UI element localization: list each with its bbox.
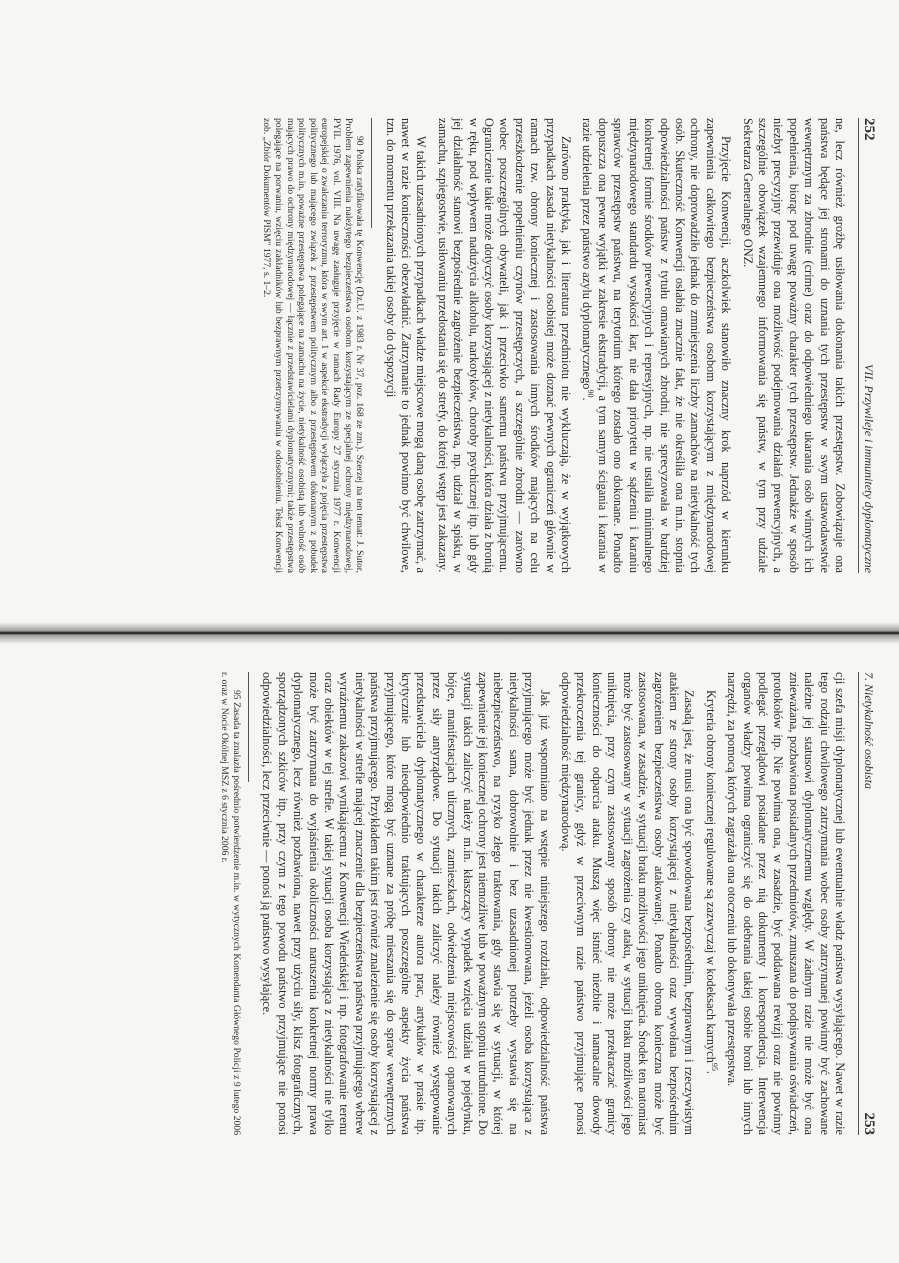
- right-page-header: [858, 672, 877, 1135]
- paragraph: Kryteria obrony koniecznej regulowane są zazwyczaj w kodeksach karnych$^{95}$.: [703, 690, 719, 1074]
- footnote-marker: 90: [586, 389, 596, 398]
- page-number: 252: [861, 118, 877, 141]
- right-page-body: [213, 672, 847, 1135]
- book-gutter: [0, 622, 899, 644]
- left-page-header: [858, 118, 877, 573]
- footnote-marker: 95: [709, 1062, 719, 1071]
- running-head: VII. Przywileje i immunitety dyplomatyczne: [862, 364, 876, 573]
- page-number: 253: [861, 1112, 877, 1135]
- footnote-rule: [248, 672, 249, 782]
- paragraph: W takich uzasadnionych przypadkach władze miejscowe mogą daną osobę zatrzymać, a nawet w razie konieczności obezwładnić. Zatrzymanie to jednak powinno być chwilowe, tzn. do momentu przekazania takiej osoby do dyspozycji: [383, 118, 429, 573]
- paragraph: cji szefa misji dyplomatycznej lub ewentualnie władz państwa wysyłającego. Nawet w razie tego rodzaju chwilowego zatrzymania wobec osoby zatrzymanej powinny być zachowane należne jej statusowi dyplomatycznemu względy. W żadnym razie nie może być ona znieważana, pozbawiona posiadanych przedmiotów, zmuszana do podpisywania oświadczeń, protokołów itp. Nie powinna ona, w zasadzie, być poddawana rewizji oraz nie powinny podlegać przeglądowi posiadane przez nią dokumenty i korespondencja. Interwencja organów władzy powinna ograniczyć się do odebrania takiej osobie broni lub innych narzędzi, za pomocą których zagrażała ona otoczeniu lub dokonywała przestępstwa.: [725, 672, 847, 1135]
- paragraph: Jak już wspomniano na wstępie niniejszego rozdziału, odpowiedzialność państwa przyjmującego może być jednak przez nie kwestionowana, jeżeli osoba korzystająca z nietykalności sama, dobrowolnie i bez uzasadnionej potrzeby wystawia się na niebezpieczeństwo, na ryzyko złego traktowania, gdy stawia się w sytuacji, w której zapewnienie jej koniecznej ochrony jest niemożliwe lub w poważnym stopniu utrudnione. Do sytuacji takich zaliczyć należy m.in. kłaszczący wypadek wzięcia udziału w pojedynku, bójce, manifestacjach ulicznych, zamieszkach, odwiedzenia miejscowości opanowanych przez siły antyrządowe. Do sytuacji takich zaliczyć należy również występowanie przedstawiciela dyplomatycznego w charakterze autora prac, artykułów w prasie itp. krytycznie lub nieodpowiednio traktujących poszczególne aspekty życia państwa przyjmującego, które mogą być uznane za próbę mieszania się do spraw wewnętrznych państwa przyjmującego. Przykładem takim jest również znalezienie się osoby korzystającej z nietykalności w strefie mającej znaczenie dla bezpieczeństwa państwa przyjmującego wbrew wyraźnemu zakazowi wynikającemu z Konwencji Wiedeńskiej i np. fotografowanie terenu oraz obiektów w tej strefie. W takiej sytuacji osoba korzystająca z nietykalności nie tylko może być zatrzymana do wyjaśnienia okoliczności naruszenia konkretnej normy prawa dyplomatycznego, lecz również pozbawiona, nawet przy użyciu siły, klisz fotograficznych, sporządzonych szkiców itp., przy czym z tego powodu państwo przyjmujące nie ponosi odpowiedzialności, lecz przeciwnie — ponosi ją państwo wysyłające.: [260, 672, 552, 1135]
- paragraph: Zasadą jest, że musi ona być spowodowana bezpośrednim, bezprawnym i rzeczywistym atakiem ze strony osoby korzystającej z nietykalności oraz wywołana bezpośrednim zagrożeniem bezpieczeństwa osoby atakowanej. Ponadto obrona konieczna może być zastosowana, w zasadzie, w sytuacji braku możliwości jego uniknięcia. Środek ten natomiast może być zastosowany w sytuacji zagrożenia czy ataku, w sytuacji braku możliwości jego uniknięcia, przy czym zastosowany sposób obrony nie może przekraczać granicy konieczności do odparcia ataku. Muszą więc istnieć niezbite i namacalne dowody przekroczenia tej granicy, gdyż w przeciwnym razie państwo przyjmujące ponosi odpowiedzialność międzynarodową.: [559, 672, 697, 1135]
- paragraph: ne, lecz również groźbę usiłowania dokonania takich przestępstw. Zobowiązuje ona państwa będące jej stronami do uznania tych przestępstw w swym ustawodawstwie wewnętrznym za zbrodnie (crime) oraz do odpowiedniego ukarania osób winnych ich popełnienia, biorąc pod uwagę poważny charakter tych przestępstw. Jednakże w sposób niezbyt precyzyjny przewiduje ona możliwość podejmowania działań prewencyjnych, a szczególnie obowiązek wzajemnego informowania się państw, w tym przy udziale Sekretarza Generalnego ONZ.: [740, 118, 847, 573]
- paragraph-text: Kryteria obrony koniecznej regulowane są zazwyczaj w kodeksach karnych: [703, 690, 718, 1063]
- running-head: 7. Nietykalność osobista: [862, 672, 876, 789]
- left-page: [0, 0, 899, 631]
- footnote: 95 Zasada ta znalazła pośrednio potwierdzenie m.in. w wytycznych Komendanta Głównego Policji z 9 lutego 2006 r. oraz w Nocie Okólnej MSZ z 6 stycznia 2006 r.: [219, 672, 242, 1135]
- left-page-body: [255, 118, 847, 573]
- paragraph: Zarówno praktyka, jak i literatura przedmiotu nie wykluczają, że w wyjątkowych przypadkach zasada nietykalności osobistej może doznać pewnych ograniczeń głównie w ramach tzw. obrony koniecznej i zastosowania innych środków mających na celu przeszkodzenie popełnieniu czynów przestępczych, a szczególnie zbrodni — zarówno wobec poszczególnych obywateli, jak i przeciwko samemu państwu przyjmującemu. Ograniczenie takie może dotyczyć osoby korzystającej z nietykalności, która działa z bronią w ręku, pod wpływem nadużycia alkoholu, narkotyków, choroby psychicznej itp. lub gdy jej działalność stanowi bezpośrednie zagrożenie bezpieczeństwa, np. udział w spisku, w zamachu, szpiegostwie, usiłowaniu przedostania się do strefy, do której wstęp jest zakazany.: [435, 118, 574, 573]
- paragraph: Przyjęcie Konwencji, aczkolwiek stanowiło znaczny krok naprzód w kierunku zapewnienia całkowitego bezpieczeństwa osobom korzystającym z międzynarodowej ochrony, nie doprowadziło jednak do zmniejszenia liczby zamachów na nietykalność tych osób. Skuteczność Konwencji osłabia znacznie fakt, że nie określiła ona m.in. stopnia odpowiedzialności państw z tytułu omawianych zbrodni, nie sprecyzowała w bardziej konkretnej formie środków prewencyjnych i represyjnych, np. nie ustaliła minimalnego międzynarodowego standardu wysokości kar, nie dała priorytetu w sądzeniu i karaniu sprawców przestępstw państwu, na terytorium którego zostało ono dokonane. Ponadto dopuszcza ona pewne wyjątki w zakresie ekstradycji, a tym samym ścigania i karania w razie udzielenia przez państwo azylu dyplomatycznego$^{90}$.: [580, 118, 734, 573]
- right-page: [0, 632, 899, 1263]
- footnote: 90 Polska ratyfikowała tę Konwencję (Dz.U. z 1983 r. Nr 37, poz. 168 ze zm.). Szerzej na ten temat: J. Sutor, Problem zapewnienia należytego bezpieczeństwa osobom korzystającym ze specjalnej ochrony międzynarodowej, PYIL 1976, vol. VIII. Na uwagę zasługuje przyjęcie w ramach Rady Europy 27 stycznia 1977 r. Konwencji europejskiej o zwalczaniu terroryzmu, która w swym art. 1 w aspekcie ekstradycji wyłączyła z pojęcia przestępstwa politycznego lub mającego związek z przestępstwem politycznym albo z przestępstwem dokonanym z pobudek politycznych m.in. poważne przestępstwa polegające na zamachu na życie, nietykalność osobistą lub wolność osób mających prawo do ochrony międzynarodowej — łącznie z przedstawicielami dyplomatycznymi; także przestępstwa polegające na porwaniu, wzięciu zakładników lub bezprawnym przetrzymywaniu w odosobnieniu. Tekst Konwencji zob. „Zbiór Dokumentów PISM" 1977, s. 1–2.: [261, 118, 366, 573]
- footnote-rule: [371, 118, 372, 228]
- paragraph-text: Przyjęcie Konwencji, aczkolwiek stanowiło znaczny krok naprzód w kierunku zapewnienia całkowitego bezpieczeństwa osobom korzystającym z międzynarodowej ochrony, nie doprowadziło jednak do zmniejszenia liczby zamachów na nietykalność tych osób. Skuteczność Konwencji osłabia znacznie fakt, że nie określiła ona m.in. stopnia odpowiedzialności państw z tytułu omawianych zbrodni, nie sprecyzowała w bardziej konkretnej formie środków prewencyjnych i represyjnych, np. nie ustaliła minimalnego międzynarodowego standardu wysokości kar, nie dała priorytetu w sądzeniu i karaniu sprawców przestępstw państwu, na terytorium którego zostało ono dokonane. Ponadto dopuszcza ona pewne wyjątki w zakresie ekstradycji, a tym samym ścigania i karania w razie udzielenia przez państwo azylu dyplomatycznego: [580, 118, 734, 573]
